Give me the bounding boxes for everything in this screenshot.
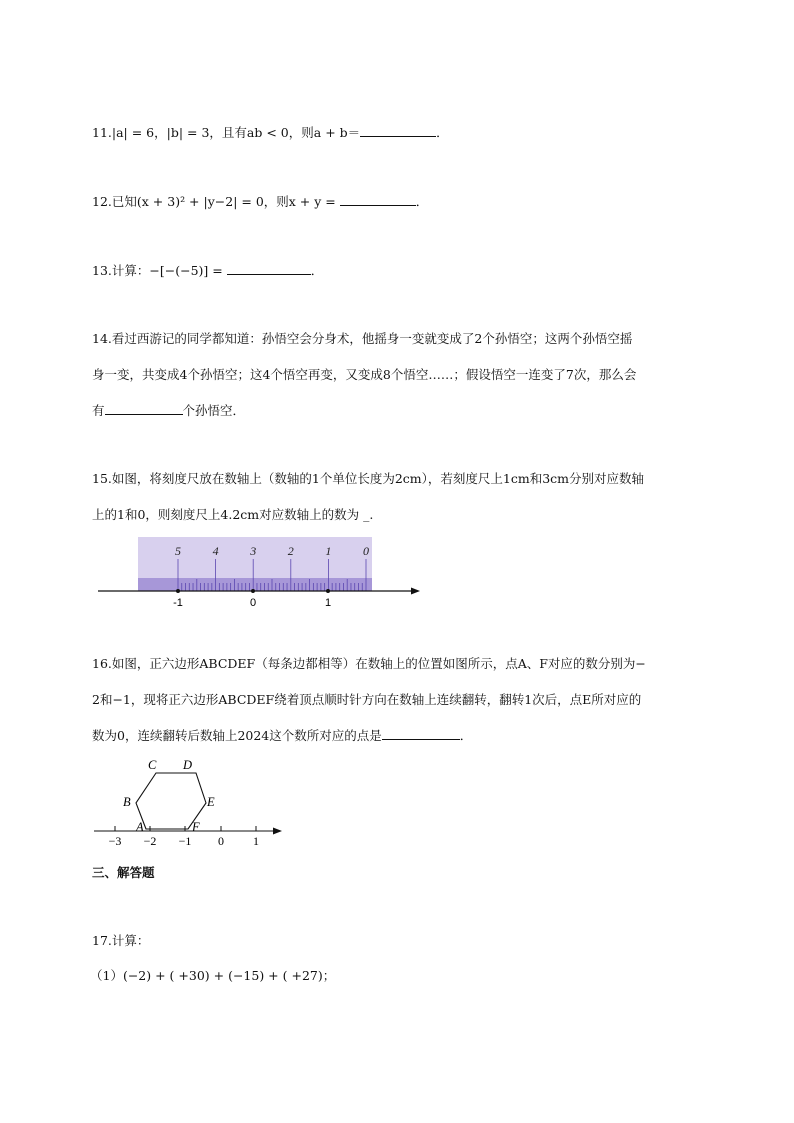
q16-line-1: 16.如图，正六边形ABCDEF（每条边都相等）在数轴上的位置如图所示，点A、F对应的数分别为−	[92, 656, 646, 671]
hex-axis-label-0: 0	[218, 834, 224, 848]
question-13	[92, 262, 323, 279]
hex-axis-label-1: 1	[253, 834, 259, 848]
q16-answer-blank[interactable]	[382, 727, 460, 740]
hex-axis-label-neg2: −2	[143, 834, 157, 848]
vertex-label-f: F	[192, 820, 200, 834]
q12-number: 12.	[92, 194, 112, 209]
vertex-label-e: E	[207, 795, 215, 809]
hexagon-on-number-line-figure	[92, 755, 292, 850]
question-11	[92, 124, 449, 141]
ruler-label-0: 0	[363, 544, 369, 558]
q13-answer-blank[interactable]	[227, 262, 311, 275]
q14-line-2: 身一变，共变成4个孙悟空；这4个悟空再变，又变成8个悟空……；假设悟空一连变了7次，那么会	[92, 367, 637, 382]
q11-end: ．	[436, 125, 449, 140]
q15-line-2: 上的1和0，则刻度尺上4.2cm对应数轴上的数为 _.	[92, 507, 374, 522]
axis-point-0	[251, 589, 255, 593]
q14-answer-blank[interactable]	[105, 402, 183, 415]
q11-answer-blank[interactable]	[360, 124, 436, 137]
ruler-label-3: 3	[250, 544, 257, 558]
q12-answer-blank[interactable]	[340, 193, 416, 206]
q17-part-1: （1）(−2) + ( +30) + (−15) + ( +27)；	[90, 968, 336, 983]
vertex-label-c: C	[148, 758, 157, 772]
q13-number: 13.	[92, 263, 112, 278]
ruler-label-1: 1	[325, 544, 332, 558]
axis-label-1: 1	[324, 597, 332, 609]
q17-title: 17.计算：	[92, 933, 150, 948]
q16-line-3-end: ．	[459, 728, 473, 743]
hex-number-line-arrow-icon	[273, 828, 282, 835]
hex-axis-label-neg1: −1	[178, 834, 192, 848]
q14-line-3-post: 个孙悟空．	[182, 403, 246, 418]
axis-point-neg1	[176, 589, 180, 593]
q13-end: ．	[310, 263, 324, 278]
hex-axis-label-neg3: −3	[108, 834, 122, 848]
ruler-on-number-line-figure	[92, 535, 432, 615]
q16-line-3	[92, 727, 472, 744]
q16-line-2: 2和−1，现将正六边形ABCDEF绕着顶点顺时针方向在数轴上连续翻转，翻转1次后，点E所对应的	[92, 692, 642, 707]
ruler-label-5: 5	[175, 544, 181, 558]
q11-expression: |a| = 6，|b| = 3，且有ab < 0，则a + b＝	[111, 125, 361, 140]
question-12	[92, 193, 428, 210]
q15-line-1: 15.如图，将刻度尺放在数轴上（数轴的1个单位长度为2cm），若刻度尺上1cm和3cm分别对应数轴	[92, 471, 645, 486]
ruler-scale-band	[138, 578, 372, 591]
q14-line-3-pre: 有	[92, 403, 105, 418]
q14-line-3	[92, 402, 245, 419]
vertex-label-a: A	[136, 820, 144, 834]
axis-point-1	[326, 589, 330, 593]
number-line-arrow-icon	[411, 588, 420, 595]
q13-expression: 计算：−[−(−5)] =	[111, 263, 227, 278]
ruler-label-4: 4	[212, 544, 219, 558]
q16-line-3-text: 数为0，连续翻转后数轴上2024这个数所对应的点是	[92, 728, 382, 743]
ruler-label-2: 2	[287, 544, 294, 558]
q12-end: ．	[415, 194, 429, 209]
section-3-heading: 三、解答题	[92, 866, 155, 880]
vertex-label-b: B	[123, 795, 131, 809]
vertex-label-d: D	[183, 758, 193, 772]
q11-text: 11.	[92, 125, 112, 140]
axis-label-0: 0	[249, 597, 257, 609]
q12-expression: 已知(x + 3)² + |y−2| = 0，则x + y =	[111, 194, 340, 209]
q14-line-1: 14.看过西游记的同学都知道：孙悟空会分身术，他摇身一变就变成了2个孙悟空；这两个孙悟空摇	[92, 331, 633, 346]
axis-label-neg1: -1	[173, 597, 183, 609]
